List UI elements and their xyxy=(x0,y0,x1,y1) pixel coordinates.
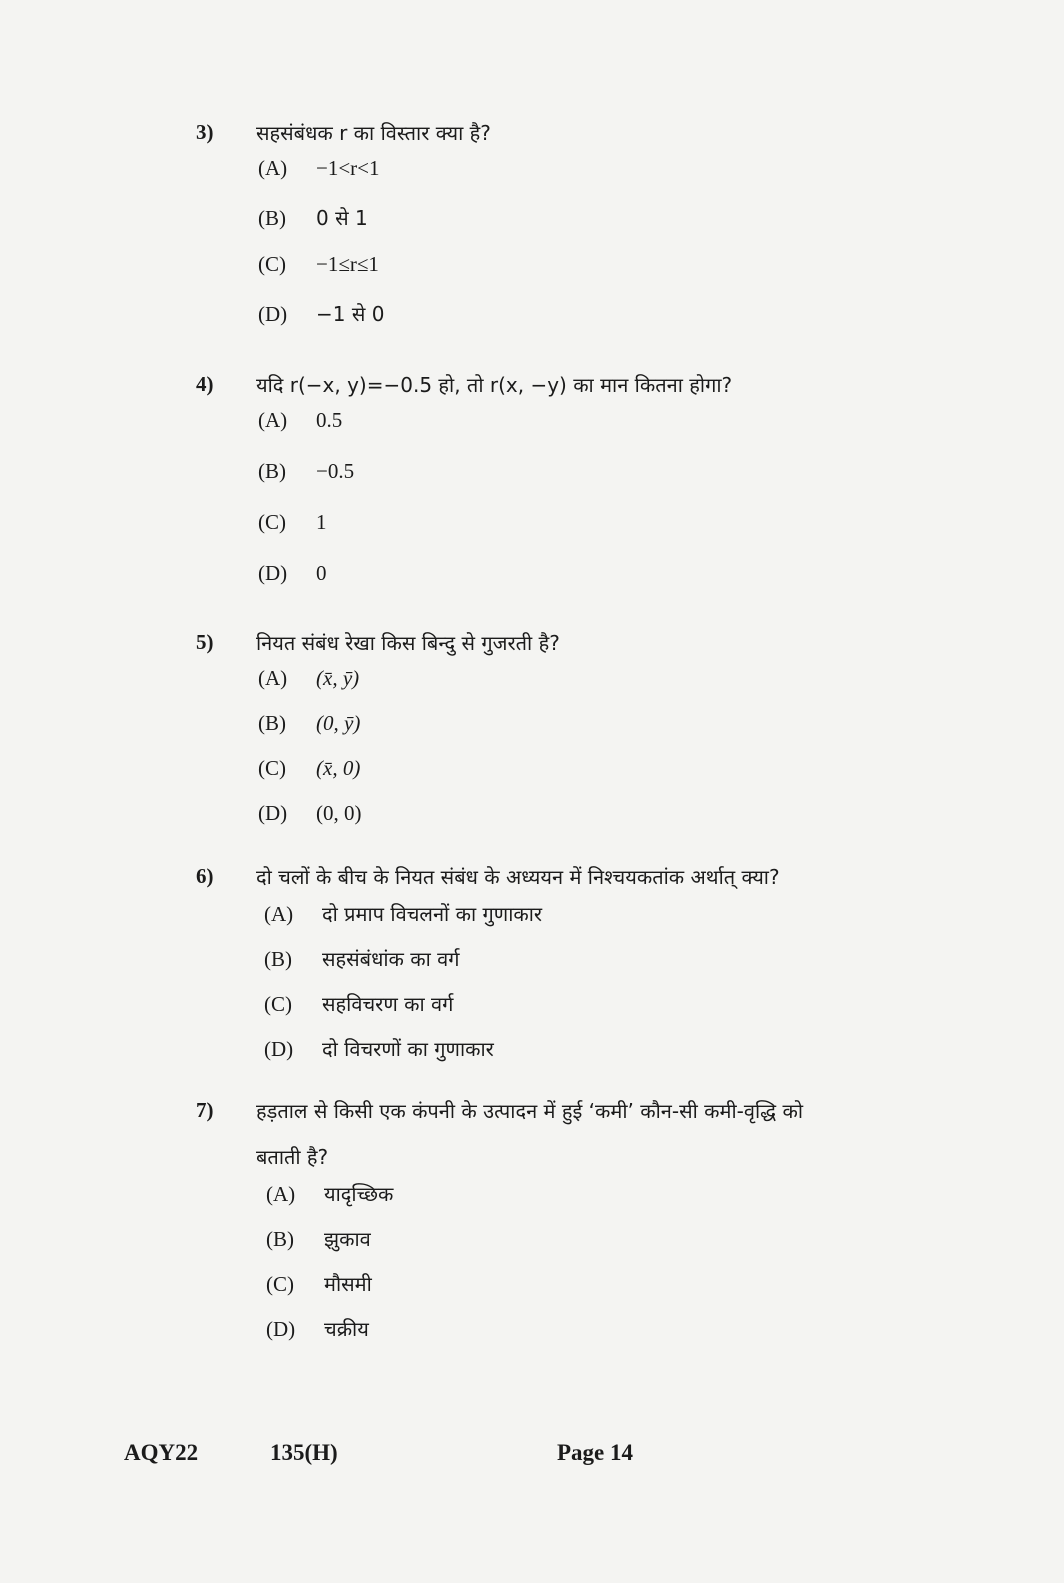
option-text: (x̄, ȳ) xyxy=(316,666,360,690)
option-text: मौसमी xyxy=(324,1272,372,1296)
option-a xyxy=(258,666,976,711)
option-text: दो प्रमाप विचलनों का गुणाकार xyxy=(322,902,543,926)
option-c xyxy=(258,756,976,801)
options-list xyxy=(264,900,976,1080)
option-text: चक्रीय xyxy=(324,1317,369,1341)
question-3 xyxy=(196,110,976,348)
option-d xyxy=(258,801,976,846)
option-label: (D) xyxy=(266,1317,296,1341)
option-text: सहसंबंधांक का वर्ग xyxy=(322,947,460,971)
option-label: (B) xyxy=(258,459,286,483)
option-text: (0, ȳ) xyxy=(316,711,361,735)
option-text: −0.5 xyxy=(316,459,355,483)
question-text: सहसंबंधक r का विस्तार क्या है? xyxy=(256,121,491,145)
option-b xyxy=(258,459,976,510)
question-7 xyxy=(196,1088,976,1360)
option-text: (0, 0) xyxy=(316,801,362,825)
footer-page-number: Page 14 xyxy=(557,1440,634,1465)
footer-paper: 135(H) xyxy=(270,1440,338,1465)
option-a xyxy=(258,408,976,459)
question-5 xyxy=(196,620,976,846)
option-label: (B) xyxy=(258,206,286,230)
option-c xyxy=(258,510,976,561)
option-label: (C) xyxy=(258,756,286,780)
options-list xyxy=(258,408,976,612)
question-text: नियत संबंध रेखा किस बिन्दु से गुजरती है? xyxy=(256,631,560,655)
option-label: (D) xyxy=(264,1037,294,1061)
option-text: झुकाव xyxy=(324,1227,371,1251)
question-text-line-1: हड़ताल से किसी एक कंपनी के उत्पादन में हुई ‘कमी’ कौन-सी कमी-वृद्धि को xyxy=(256,1099,804,1123)
question-text-line-2: बताती है? xyxy=(256,1145,329,1169)
option-text: −1<r<1 xyxy=(316,156,380,180)
option-label: (B) xyxy=(266,1227,294,1251)
footer-code: AQY22 xyxy=(124,1440,199,1465)
question-6 xyxy=(196,854,976,1080)
option-label: (C) xyxy=(266,1272,294,1296)
option-b xyxy=(266,1225,976,1270)
question-number: 3) xyxy=(196,120,214,144)
question-text: दो चलों के बीच के नियत संबंध के अध्ययन में निश्चयकतांक अर्थात् क्या? xyxy=(256,865,780,889)
options-list xyxy=(258,666,976,846)
question-text xyxy=(256,1088,976,1180)
option-text: यादृच्छिक xyxy=(324,1182,394,1206)
question-number: 5) xyxy=(196,630,214,654)
option-text: 1 xyxy=(316,510,327,534)
option-text: 0.5 xyxy=(316,408,343,432)
options-list xyxy=(258,156,976,348)
option-text: (x̄, 0) xyxy=(316,756,361,780)
option-label: (B) xyxy=(264,947,292,971)
option-a xyxy=(264,900,976,945)
option-label: (D) xyxy=(258,302,288,326)
option-label: (A) xyxy=(258,156,288,180)
question-number: 4) xyxy=(196,372,214,396)
question-number: 6) xyxy=(196,864,214,888)
question-number: 7) xyxy=(196,1098,214,1122)
option-text: सहविचरण का वर्ग xyxy=(322,992,454,1016)
option-label: (D) xyxy=(258,561,288,585)
option-label: (A) xyxy=(266,1182,296,1206)
option-label: (A) xyxy=(258,666,288,690)
option-text: 0 xyxy=(316,561,327,585)
option-label: (A) xyxy=(258,408,288,432)
option-d xyxy=(258,561,976,612)
option-b xyxy=(264,945,976,990)
option-text: 0 से 1 xyxy=(316,206,368,230)
option-text: −1≤r≤1 xyxy=(316,252,379,276)
option-b xyxy=(258,711,976,756)
option-d xyxy=(258,300,976,348)
option-d xyxy=(266,1315,976,1360)
question-4 xyxy=(196,362,976,612)
option-label: (D) xyxy=(258,801,288,825)
option-a xyxy=(266,1180,976,1225)
option-label: (B) xyxy=(258,711,286,735)
option-b xyxy=(258,204,976,252)
option-label: (C) xyxy=(258,252,286,276)
options-list xyxy=(266,1180,976,1360)
question-text: यदि r(−x, y)=−0.5 हो, तो r(x, −y) का मान कितना होगा? xyxy=(256,373,733,397)
option-d xyxy=(264,1035,976,1080)
option-c xyxy=(266,1270,976,1315)
option-c xyxy=(258,252,976,300)
option-c xyxy=(264,990,976,1035)
option-text: दो विचरणों का गुणाकार xyxy=(322,1037,494,1061)
option-text: −1 से 0 xyxy=(316,302,385,326)
option-label: (C) xyxy=(264,992,292,1016)
option-a xyxy=(258,156,976,204)
option-label: (A) xyxy=(264,902,294,926)
option-label: (C) xyxy=(258,510,286,534)
